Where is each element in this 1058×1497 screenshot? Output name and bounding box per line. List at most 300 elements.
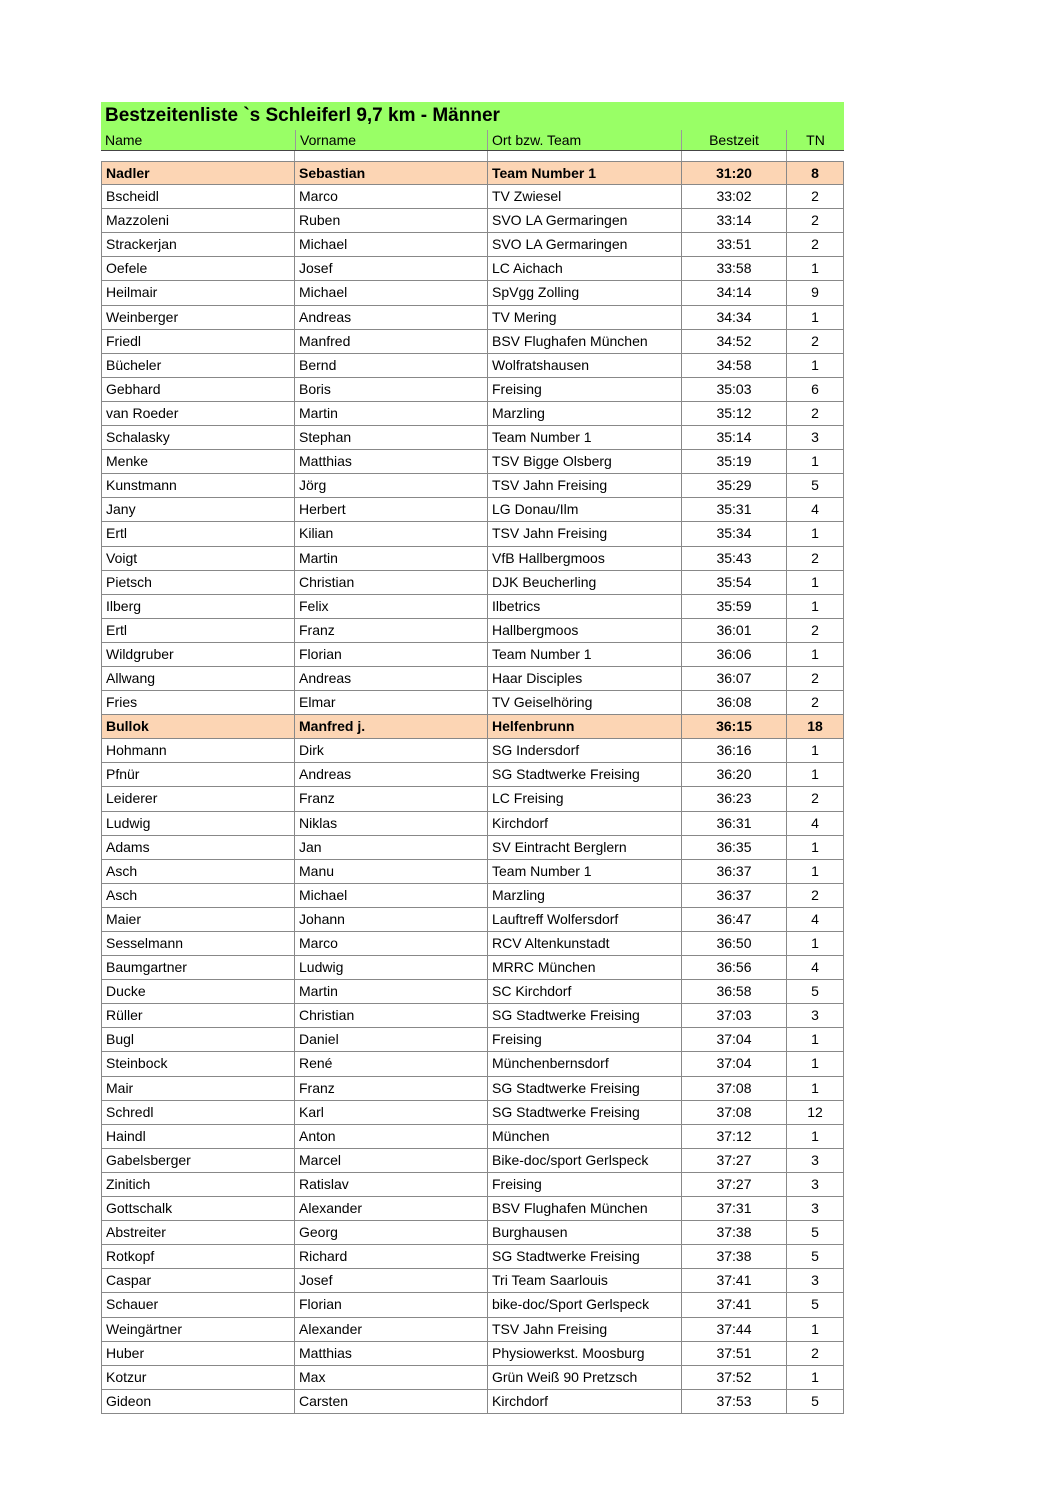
cell-vorname: Christian [295, 1004, 488, 1027]
table-row [101, 956, 844, 980]
cell-tn: 2 [787, 619, 844, 642]
cell-tn: 2 [787, 691, 844, 714]
cell-tn: 1 [787, 739, 844, 762]
cell-vorname: René [295, 1052, 488, 1075]
cell-name: Abstreiter [101, 1221, 295, 1244]
cell-ort: SC Kirchdorf [488, 980, 682, 1003]
cell-tn: 9 [787, 281, 844, 304]
table-row [101, 1269, 844, 1293]
cell-name: Schredl [101, 1101, 295, 1124]
cell-bestzeit: 35:14 [682, 426, 787, 449]
cell-bestzeit: 37:12 [682, 1125, 787, 1148]
cell-name: Fries [101, 691, 295, 714]
cell-vorname: Josef [295, 257, 488, 280]
table-row [101, 547, 844, 571]
cell-vorname: Alexander [295, 1197, 488, 1220]
cell-ort: TV Mering [488, 306, 682, 329]
cell-name: Voigt [101, 547, 295, 570]
cell-bestzeit: 36:47 [682, 908, 787, 931]
cell-tn: 5 [787, 1221, 844, 1244]
cell-bestzeit: 35:03 [682, 378, 787, 401]
table-row [101, 426, 844, 450]
table-row [101, 908, 844, 932]
cell-tn: 2 [787, 787, 844, 810]
cell-ort: Team Number 1 [488, 162, 682, 184]
cell-bestzeit: 37:08 [682, 1101, 787, 1124]
cell-name: Pfnür [101, 763, 295, 786]
cell-bestzeit: 36:50 [682, 932, 787, 955]
cell-vorname: Michael [295, 281, 488, 304]
table-row [101, 860, 844, 884]
cell-tn: 1 [787, 522, 844, 545]
cell-bestzeit: 34:58 [682, 354, 787, 377]
cell-vorname: Sebastian [295, 162, 488, 184]
table-row [101, 691, 844, 715]
cell-vorname: Josef [295, 1269, 488, 1292]
table-row [101, 812, 844, 836]
cell-vorname: Franz [295, 787, 488, 810]
cell-vorname: Daniel [295, 1028, 488, 1051]
table-row [101, 1366, 844, 1390]
table-row [101, 378, 844, 402]
table-row [101, 1342, 844, 1366]
table-row [101, 498, 844, 522]
cell-ort: bike-doc/Sport Gerlspeck [488, 1293, 682, 1316]
cell-vorname: Martin [295, 547, 488, 570]
cell-tn: 1 [787, 860, 844, 883]
cell-vorname: Dirk [295, 739, 488, 762]
table-row [101, 209, 844, 233]
cell-ort: SG Stadtwerke Freising [488, 763, 682, 786]
cell-ort: TSV Jahn Freising [488, 1318, 682, 1341]
table-row [101, 233, 844, 257]
table-row [101, 1052, 844, 1076]
cell-vorname: Florian [295, 643, 488, 666]
cell-ort: TSV Bigge Olsberg [488, 450, 682, 473]
cell-tn: 3 [787, 1173, 844, 1196]
cell-tn: 1 [787, 763, 844, 786]
cell-bestzeit: 37:51 [682, 1342, 787, 1365]
cell-name: Huber [101, 1342, 295, 1365]
table-row [101, 1197, 844, 1221]
table-row [101, 1245, 844, 1269]
cell-tn: 1 [787, 1125, 844, 1148]
cell-tn: 1 [787, 1052, 844, 1075]
cell-bestzeit: 37:41 [682, 1269, 787, 1292]
cell-tn: 5 [787, 1390, 844, 1413]
cell-name: Mair [101, 1077, 295, 1100]
cell-vorname: Jörg [295, 474, 488, 497]
cell-bestzeit: 35:34 [682, 522, 787, 545]
cell-ort: Bike-doc/sport Gerlspeck [488, 1149, 682, 1172]
cell-bestzeit: 31:20 [682, 162, 787, 184]
cell-tn: 8 [787, 162, 844, 184]
cell-tn: 1 [787, 643, 844, 666]
table-row [101, 522, 844, 546]
cell-bestzeit: 36:01 [682, 619, 787, 642]
cell-name: Bscheidl [101, 185, 295, 208]
cell-ort: TSV Jahn Freising [488, 522, 682, 545]
cell-vorname: Boris [295, 378, 488, 401]
cell-name: Sesselmann [101, 932, 295, 955]
cell-ort: Team Number 1 [488, 643, 682, 666]
cell-bestzeit: 37:52 [682, 1366, 787, 1389]
cell-ort: Burghausen [488, 1221, 682, 1244]
cell-vorname: Marco [295, 932, 488, 955]
table-row [101, 595, 844, 619]
table-row [101, 1101, 844, 1125]
cell-name: Mazzoleni [101, 209, 295, 232]
cell-bestzeit: 36:37 [682, 884, 787, 907]
cell-tn: 2 [787, 209, 844, 232]
cell-bestzeit: 36:08 [682, 691, 787, 714]
cell-bestzeit: 36:56 [682, 956, 787, 979]
cell-ort: Münchenbernsdorf [488, 1052, 682, 1075]
cell-vorname: Richard [295, 1245, 488, 1268]
cell-tn: 3 [787, 1269, 844, 1292]
cell-bestzeit: 33:02 [682, 185, 787, 208]
spacer-row [101, 151, 844, 161]
cell-ort: LC Freising [488, 787, 682, 810]
cell-ort: SVO LA Germaringen [488, 209, 682, 232]
cell-ort: Helfenbrunn [488, 715, 682, 738]
cell-name: Friedl [101, 330, 295, 353]
cell-bestzeit: 35:54 [682, 571, 787, 594]
cell-vorname: Manfred j. [295, 715, 488, 738]
cell-tn: 2 [787, 884, 844, 907]
cell-tn: 1 [787, 1366, 844, 1389]
cell-ort: SG Indersdorf [488, 739, 682, 762]
table-row [101, 1293, 844, 1317]
cell-name: Ilberg [101, 595, 295, 618]
cell-ort: SG Stadtwerke Freising [488, 1004, 682, 1027]
cell-ort: Hallbergmoos [488, 619, 682, 642]
table-row [101, 763, 844, 787]
table-row [101, 1390, 844, 1414]
cell-tn: 1 [787, 932, 844, 955]
cell-ort: VfB Hallbergmoos [488, 547, 682, 570]
cell-bestzeit: 36:23 [682, 787, 787, 810]
cell-vorname: Manfred [295, 330, 488, 353]
cell-ort: Team Number 1 [488, 426, 682, 449]
table-row [101, 161, 844, 185]
cell-tn: 1 [787, 1028, 844, 1051]
cell-tn: 1 [787, 306, 844, 329]
cell-ort: SpVgg Zolling [488, 281, 682, 304]
cell-vorname: Ludwig [295, 956, 488, 979]
cell-name: Allwang [101, 667, 295, 690]
cell-tn: 5 [787, 980, 844, 1003]
cell-vorname: Andreas [295, 763, 488, 786]
cell-bestzeit: 34:52 [682, 330, 787, 353]
table-row [101, 354, 844, 378]
table-row [101, 450, 844, 474]
cell-name: Ducke [101, 980, 295, 1003]
table-row [101, 1077, 844, 1101]
cell-tn: 3 [787, 1149, 844, 1172]
header-ort: Ort bzw. Team [488, 130, 682, 150]
cell-bestzeit: 37:38 [682, 1221, 787, 1244]
cell-vorname: Stephan [295, 426, 488, 449]
cell-tn: 2 [787, 185, 844, 208]
title-band [101, 102, 844, 150]
cell-vorname: Carsten [295, 1390, 488, 1413]
results-sheet [101, 102, 844, 1414]
cell-name: Schalasky [101, 426, 295, 449]
cell-tn: 1 [787, 257, 844, 280]
cell-ort: Freising [488, 1173, 682, 1196]
cell-vorname: Max [295, 1366, 488, 1389]
cell-name: Ertl [101, 619, 295, 642]
header-name: Name [105, 132, 143, 148]
cell-ort: Grün Weiß 90 Pretzsch [488, 1366, 682, 1389]
cell-tn: 5 [787, 1245, 844, 1268]
table-row [101, 715, 844, 739]
cell-name: Pietsch [101, 571, 295, 594]
cell-ort: Lauftreff Wolfersdorf [488, 908, 682, 931]
cell-name: Heilmair [101, 281, 295, 304]
cell-bestzeit: 33:51 [682, 233, 787, 256]
cell-tn: 4 [787, 908, 844, 931]
cell-bestzeit: 37:44 [682, 1318, 787, 1341]
cell-name: Bücheler [101, 354, 295, 377]
cell-tn: 12 [787, 1101, 844, 1124]
cell-tn: 2 [787, 667, 844, 690]
cell-ort: BSV Flughafen München [488, 1197, 682, 1220]
cell-vorname: Georg [295, 1221, 488, 1244]
table-row [101, 643, 844, 667]
table-row [101, 1028, 844, 1052]
cell-name: Menke [101, 450, 295, 473]
cell-ort: Haar Disciples [488, 667, 682, 690]
cell-name: Baumgartner [101, 956, 295, 979]
cell-tn: 2 [787, 233, 844, 256]
table-row [101, 667, 844, 691]
cell-name: Weingärtner [101, 1318, 295, 1341]
results-table-body [101, 161, 844, 1414]
table-row [101, 1318, 844, 1342]
cell-vorname: Bernd [295, 354, 488, 377]
cell-ort: SG Stadtwerke Freising [488, 1077, 682, 1100]
cell-vorname: Florian [295, 1293, 488, 1316]
cell-tn: 5 [787, 474, 844, 497]
cell-ort: Marzling [488, 402, 682, 425]
header-vorname: Vorname [295, 130, 488, 150]
cell-tn: 3 [787, 1197, 844, 1220]
cell-ort: TSV Jahn Freising [488, 474, 682, 497]
table-row [101, 1004, 844, 1028]
table-row [101, 257, 844, 281]
cell-vorname: Franz [295, 619, 488, 642]
cell-bestzeit: 35:59 [682, 595, 787, 618]
table-row [101, 1173, 844, 1197]
cell-vorname: Marco [295, 185, 488, 208]
cell-bestzeit: 36:35 [682, 836, 787, 859]
cell-vorname: Jan [295, 836, 488, 859]
cell-name: van Roeder [101, 402, 295, 425]
cell-name: Leiderer [101, 787, 295, 810]
cell-bestzeit: 33:58 [682, 257, 787, 280]
cell-name: Adams [101, 836, 295, 859]
cell-name: Ertl [101, 522, 295, 545]
cell-bestzeit: 36:20 [682, 763, 787, 786]
cell-tn: 1 [787, 450, 844, 473]
cell-ort: SV Eintracht Berglern [488, 836, 682, 859]
cell-bestzeit: 37:04 [682, 1028, 787, 1051]
cell-ort: Ilbetrics [488, 595, 682, 618]
table-row [101, 1149, 844, 1173]
table-row [101, 474, 844, 498]
cell-tn: 1 [787, 595, 844, 618]
cell-bestzeit: 34:14 [682, 281, 787, 304]
cell-vorname: Felix [295, 595, 488, 618]
cell-vorname: Herbert [295, 498, 488, 521]
cell-tn: 2 [787, 547, 844, 570]
table-row [101, 836, 844, 860]
cell-ort: Physiowerkst. Moosburg [488, 1342, 682, 1365]
cell-vorname: Ruben [295, 209, 488, 232]
cell-ort: Freising [488, 378, 682, 401]
table-row [101, 1125, 844, 1149]
cell-name: Strackerjan [101, 233, 295, 256]
table-row [101, 281, 844, 305]
cell-ort: München [488, 1125, 682, 1148]
cell-tn: 18 [787, 715, 844, 738]
cell-bestzeit: 36:07 [682, 667, 787, 690]
cell-ort: Kirchdorf [488, 1390, 682, 1413]
cell-name: Gabelsberger [101, 1149, 295, 1172]
cell-tn: 3 [787, 1004, 844, 1027]
cell-ort: RCV Altenkunstadt [488, 932, 682, 955]
cell-vorname: Alexander [295, 1318, 488, 1341]
cell-name: Asch [101, 860, 295, 883]
cell-ort: BSV Flughafen München [488, 330, 682, 353]
cell-bestzeit: 36:16 [682, 739, 787, 762]
table-row [101, 980, 844, 1004]
table-row [101, 739, 844, 763]
cell-name: Steinbock [101, 1052, 295, 1075]
cell-vorname: Matthias [295, 1342, 488, 1365]
table-row [101, 330, 844, 354]
cell-bestzeit: 37:04 [682, 1052, 787, 1075]
cell-vorname: Anton [295, 1125, 488, 1148]
cell-name: Nadler [101, 162, 295, 184]
cell-name: Bullok [101, 715, 295, 738]
cell-name: Oefele [101, 257, 295, 280]
cell-bestzeit: 37:38 [682, 1245, 787, 1268]
cell-bestzeit: 36:15 [682, 715, 787, 738]
cell-name: Wildgruber [101, 643, 295, 666]
cell-tn: 2 [787, 330, 844, 353]
cell-ort: DJK Beucherling [488, 571, 682, 594]
cell-vorname: Martin [295, 402, 488, 425]
cell-tn: 2 [787, 402, 844, 425]
cell-tn: 1 [787, 354, 844, 377]
cell-vorname: Michael [295, 233, 488, 256]
cell-bestzeit: 37:53 [682, 1390, 787, 1413]
cell-tn: 1 [787, 571, 844, 594]
cell-bestzeit: 35:43 [682, 547, 787, 570]
cell-vorname: Martin [295, 980, 488, 1003]
cell-bestzeit: 36:06 [682, 643, 787, 666]
cell-vorname: Johann [295, 908, 488, 931]
cell-name: Maier [101, 908, 295, 931]
cell-ort: Team Number 1 [488, 860, 682, 883]
cell-ort: SG Stadtwerke Freising [488, 1245, 682, 1268]
cell-name: Gottschalk [101, 1197, 295, 1220]
cell-bestzeit: 35:19 [682, 450, 787, 473]
table-row [101, 619, 844, 643]
cell-ort: MRRC München [488, 956, 682, 979]
cell-name: Asch [101, 884, 295, 907]
cell-name: Ludwig [101, 812, 295, 835]
cell-vorname: Andreas [295, 306, 488, 329]
cell-vorname: Andreas [295, 667, 488, 690]
cell-vorname: Franz [295, 1077, 488, 1100]
cell-vorname: Elmar [295, 691, 488, 714]
cell-tn: 2 [787, 1342, 844, 1365]
cell-ort: TV Geiselhöring [488, 691, 682, 714]
cell-name: Rotkopf [101, 1245, 295, 1268]
cell-vorname: Kilian [295, 522, 488, 545]
header-tn: TN [806, 132, 825, 148]
cell-ort: Tri Team Saarlouis [488, 1269, 682, 1292]
table-row [101, 884, 844, 908]
cell-name: Rüller [101, 1004, 295, 1027]
cell-name: Kunstmann [101, 474, 295, 497]
cell-vorname: Michael [295, 884, 488, 907]
cell-tn: 4 [787, 956, 844, 979]
cell-tn: 6 [787, 378, 844, 401]
table-row [101, 932, 844, 956]
cell-tn: 4 [787, 498, 844, 521]
cell-name: Hohmann [101, 739, 295, 762]
cell-bestzeit: 37:27 [682, 1149, 787, 1172]
cell-tn: 3 [787, 426, 844, 449]
cell-bestzeit: 37:41 [682, 1293, 787, 1316]
cell-bestzeit: 35:29 [682, 474, 787, 497]
table-row [101, 571, 844, 595]
table-row [101, 402, 844, 426]
cell-bestzeit: 37:08 [682, 1077, 787, 1100]
cell-bestzeit: 37:27 [682, 1173, 787, 1196]
cell-ort: SVO LA Germaringen [488, 233, 682, 256]
cell-tn: 1 [787, 1318, 844, 1341]
cell-bestzeit: 35:31 [682, 498, 787, 521]
cell-tn: 4 [787, 812, 844, 835]
cell-vorname: Marcel [295, 1149, 488, 1172]
cell-name: Schauer [101, 1293, 295, 1316]
cell-bestzeit: 34:34 [682, 306, 787, 329]
page-title: Bestzeitenliste `s Schleiferl 9,7 km - Männer [105, 105, 500, 126]
cell-vorname: Niklas [295, 812, 488, 835]
cell-bestzeit: 36:37 [682, 860, 787, 883]
cell-name: Jany [101, 498, 295, 521]
cell-ort: LC Aichach [488, 257, 682, 280]
cell-bestzeit: 37:03 [682, 1004, 787, 1027]
table-row [101, 787, 844, 811]
cell-tn: 5 [787, 1293, 844, 1316]
cell-name: Haindl [101, 1125, 295, 1148]
cell-ort: Kirchdorf [488, 812, 682, 835]
cell-ort: Freising [488, 1028, 682, 1051]
cell-ort: TV Zwiesel [488, 185, 682, 208]
cell-vorname: Manu [295, 860, 488, 883]
table-row [101, 1221, 844, 1245]
cell-vorname: Christian [295, 571, 488, 594]
cell-bestzeit: 36:31 [682, 812, 787, 835]
cell-tn: 1 [787, 836, 844, 859]
